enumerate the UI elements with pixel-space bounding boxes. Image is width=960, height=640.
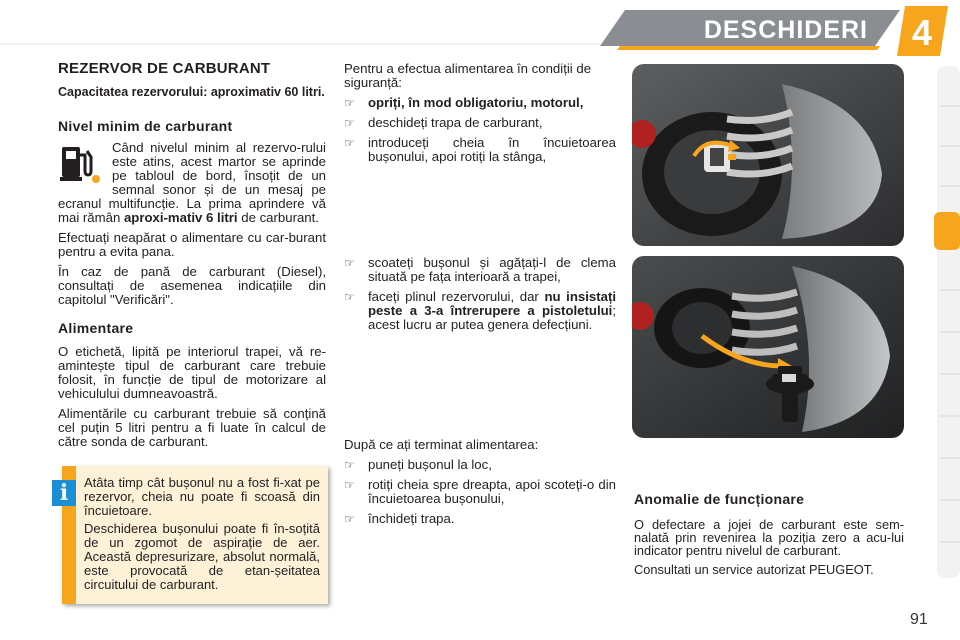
pointing-hand-icon: ☞	[344, 478, 355, 492]
step-fill-bold: nu insistați peste a 3-a întrerupere a pistoletului	[368, 289, 617, 318]
list-item	[344, 512, 616, 526]
list-item	[344, 96, 616, 110]
pointing-hand-icon: ☞	[344, 116, 355, 130]
list-item	[344, 116, 616, 130]
pointing-hand-icon: ☞	[344, 256, 355, 270]
section-heading-fuel-tank: REZERVOR DE CARBURANT	[58, 60, 271, 77]
refuel-steps-list	[344, 96, 616, 164]
info-text-2: Deschiderea bușonului poate fi în-soțită de un zgomot de aspirație de aer. Această depresurizare, absolut normală, este provocată de etan-șeitatea circuitului de carburant.	[84, 521, 320, 592]
list-item	[344, 458, 616, 472]
pointing-hand-icon: ☞	[344, 290, 355, 304]
refuel-intro: Pentru a efectua alimentarea în condiții de siguranță:	[344, 61, 592, 90]
header-banner	[0, 0, 960, 60]
list-item	[344, 478, 616, 506]
photo-fuel-flap-key	[632, 64, 904, 246]
list-item	[344, 290, 616, 332]
diesel-text: În caz de pană de carburant (Diesel), consultați de asemenea indicațiile din capitolul "Verificări".	[58, 264, 326, 307]
step-fill-post: ; acest lucru ar putea genera defecțiuni.	[368, 303, 616, 332]
pointing-hand-icon: ☞	[344, 96, 355, 110]
after-refuel-intro: După ce ați terminat alimentarea:	[344, 437, 539, 452]
min-level-heading: Nivel minim de carburant	[58, 118, 233, 134]
refill-text: Efectuați neapărat o alimentare cu car-burant pentru a evita pana.	[58, 230, 326, 259]
photo-fuel-cap-hanging	[632, 256, 904, 438]
step-fill-pre: faceți plinul rezervorului, dar	[368, 289, 545, 304]
pointing-hand-icon: ☞	[344, 136, 355, 150]
step-stop-engine: opriți, în mod obligatoriu, motorul,	[368, 95, 584, 110]
list-item	[344, 256, 616, 284]
chapter-number: 4	[911, 12, 933, 53]
middle-column	[344, 62, 616, 164]
step-remove-cap: scoateți bușonul și agățați-l de clema situată pe fața interioară a trapei,	[368, 255, 616, 284]
step-replace-cap: puneți bușonul la loc,	[368, 457, 492, 472]
min-level-text-bold: aproxi-mativ 6 litri	[123, 210, 238, 225]
chapter-title: DESCHIDERI	[703, 16, 868, 44]
step-close-flap: închideți trapa.	[368, 511, 455, 526]
step-turn-key: rotiți cheia spre dreapta, apoi scoteți-o din încuietoarea bușonului,	[368, 477, 616, 506]
min-level-block	[58, 141, 326, 225]
min-level-text-part-2: de carburant.	[237, 210, 319, 225]
step-open-flap: deschideți trapa de carburant,	[368, 115, 543, 130]
capacity-text: Capacitatea rezervorului: aproximativ 60 litri.	[58, 85, 325, 99]
feeding-text-2: Alimentările cu carburant trebuie să conțină cel puțin 5 litri pentru a fi luate în calcul de către sonda de carburant.	[58, 406, 326, 449]
side-tabs-shape	[934, 66, 960, 578]
page-number: 91	[910, 611, 928, 628]
left-column	[58, 62, 326, 449]
right-column	[634, 492, 904, 577]
info-text-1: Atâta timp cât bușonul nu a fost fi-xat pe rezervor, cheia nu poate fi scoasă din încuietoare.	[84, 475, 320, 518]
step-insert-key: introduceți cheia în încuietoarea bușonului, apoi rotiți la stânga,	[368, 135, 616, 164]
anomaly-text: O defectare a jojei de carburant este sem-nalată prin revenirea la poziția zero a acu-lui indicator pentru nivelul de carburant.	[634, 517, 904, 558]
middle-steps-c	[344, 438, 616, 526]
list-item	[344, 136, 616, 164]
anomaly-heading: Anomalie de funcționare	[634, 491, 805, 507]
fuel-pump-icon	[58, 141, 108, 193]
min-level-text-part-1: Când nivelul minim al rezervo-rului este atins, acest martor se aprinde pe tabloul de bord, însoțit de un semnal sonor și de un mesaj pe ecranul multifuncție. La prima aprindere vă mai rămân	[58, 140, 326, 225]
side-chapter-tabs	[934, 66, 960, 578]
info-content	[84, 476, 320, 592]
info-box	[62, 466, 328, 604]
info-icon: i	[52, 480, 76, 506]
pointing-hand-icon: ☞	[344, 512, 355, 526]
middle-steps-b	[344, 256, 616, 332]
pointing-hand-icon: ☞	[344, 458, 355, 472]
service-text: Consultati un service autorizat PEUGEOT.	[634, 562, 874, 577]
feeding-heading: Alimentare	[58, 320, 134, 336]
feeding-text-1: O etichetă, lipită pe interiorul trapei, vă re-amintește tipul de carburant care trebuie folosit, în funcție de tipul de motorizare al vehiculului dumneavoastră.	[58, 344, 326, 401]
